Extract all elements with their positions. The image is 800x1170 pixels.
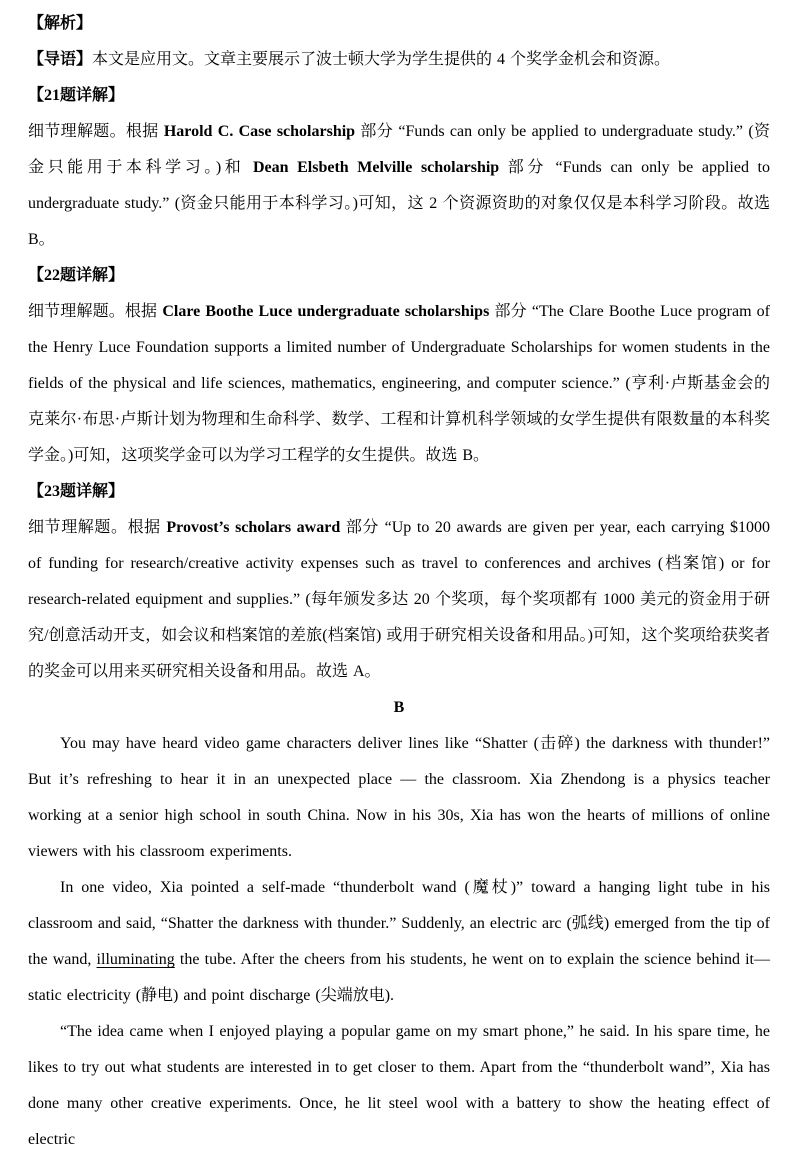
lead-in bbox=[28, 42, 770, 78]
q23-explanation bbox=[28, 510, 770, 690]
text-segment: Dean Elsbeth Melville scholarship bbox=[252, 159, 500, 176]
text-segment: Clare Boothe Luce undergraduate scholarships bbox=[162, 303, 490, 320]
section-b-heading bbox=[28, 690, 770, 726]
q22-heading bbox=[28, 258, 770, 294]
passage-b-para-1 bbox=[28, 726, 770, 870]
text-segment: 部分 “Funds can only be applied to undergraduate study.” (资金只能用于本科学习。)可知，这 2 个资源资助的对象仅仅是本科学习阶段。故选 B。 bbox=[28, 159, 770, 248]
q23-heading bbox=[28, 474, 770, 510]
text-segment: 细节理解题。根据 bbox=[28, 519, 167, 536]
text-segment: 部分 “Funds can only be applied to undergraduate study.” (资金只能用于本科学习。)和 bbox=[28, 123, 770, 176]
text-segment: 细节理解题。根据 bbox=[28, 303, 163, 320]
text-segment: 本文是应用文。文章主要展示了波士顿大学为学生提供的 4 个奖学金机会和资源。 bbox=[92, 51, 671, 68]
passage-b-para-2 bbox=[28, 870, 770, 1014]
text-segment: 细节理解题。根据 bbox=[28, 123, 164, 140]
text-segment: 【22题详解】 bbox=[28, 267, 125, 284]
text-segment: “The idea came when I enjoyed playing a popular game on my smart phone,” he said. In his spare time, he likes to try out what students are interested in to get closer to them. Apart from the “thunderbolt wand”, Xia has done many other creative experiments. Once, he lit steel wool with a battery to show the heating effect of electric bbox=[28, 1023, 770, 1148]
q22-explanation bbox=[28, 294, 770, 474]
text-segment: 【导语】 bbox=[28, 51, 93, 68]
text-segment: Harold C. Case scholarship bbox=[163, 123, 356, 140]
text-segment: 【解析】 bbox=[28, 15, 93, 32]
analysis-label bbox=[28, 6, 770, 42]
text-segment: 部分 “The Clare Boothe Luce program of the Henry Luce Foundation supports a limited number of Undergraduate Scholarships for women students in the fields of the physical and life sciences, mathematics, engineering, and computer science.” (亨利·卢斯基金会的克莱尔·布思·卢斯计划为物理和生命科学、数学、工程和计算机科学领域的女学生提供有限数量的本科奖学金。)可知，这项奖学金可以为学习工程学的女生提供。故选 B。 bbox=[28, 303, 770, 464]
q21-explanation bbox=[28, 114, 770, 258]
text-segment: the tube. After the cheers from his students, he went on to explain the science behind it—static electricity (静电) and point discharge (尖端放电). bbox=[28, 951, 771, 1004]
passage-b-para-3 bbox=[28, 1014, 770, 1158]
q21-heading bbox=[28, 78, 770, 114]
text-segment: 部分 “Up to 20 awards are given per year, each carrying $1000 of funding for research/creative activity expenses such as travel to conferences and archives (档案馆) or for research-related equipment and supplies.” (每年颁发多达 20 个奖项，每个奖项都有 1000 美元的资金用于研究/创意活动开支，如会议和档案馆的差旅(档案馆) 或用于研究相关设备和用品。)可知，这个奖项给获奖者的奖金可以用来买研究相关设备和用品。故选 A。 bbox=[28, 519, 770, 680]
text-segment: In one video, Xia pointed a self-made “thunderbolt wand (魔杖)” toward a hanging light tube in his classroom and said, “Shatter the darkness with thunder.” Suddenly, an electric arc (弧线) emerged from the tip of the wand, bbox=[28, 879, 770, 968]
text-segment: illuminating bbox=[96, 951, 175, 968]
text-segment: 【21题详解】 bbox=[28, 87, 125, 104]
text-segment: Provost’s scholars award bbox=[166, 519, 341, 536]
text-segment: You may have heard video game characters deliver lines like “Shatter (击碎) the darkness with thunder!” But it’s refreshing to hear it in an unexpected place — the classroom. Xia Zhendong is a physics teacher working at a senior high school in south China. Now in his 30s, Xia has won the hearts of millions of online viewers with his classroom experiments. bbox=[28, 735, 770, 860]
text-segment: B bbox=[393, 699, 405, 716]
text-segment: 【23题详解】 bbox=[28, 483, 125, 500]
